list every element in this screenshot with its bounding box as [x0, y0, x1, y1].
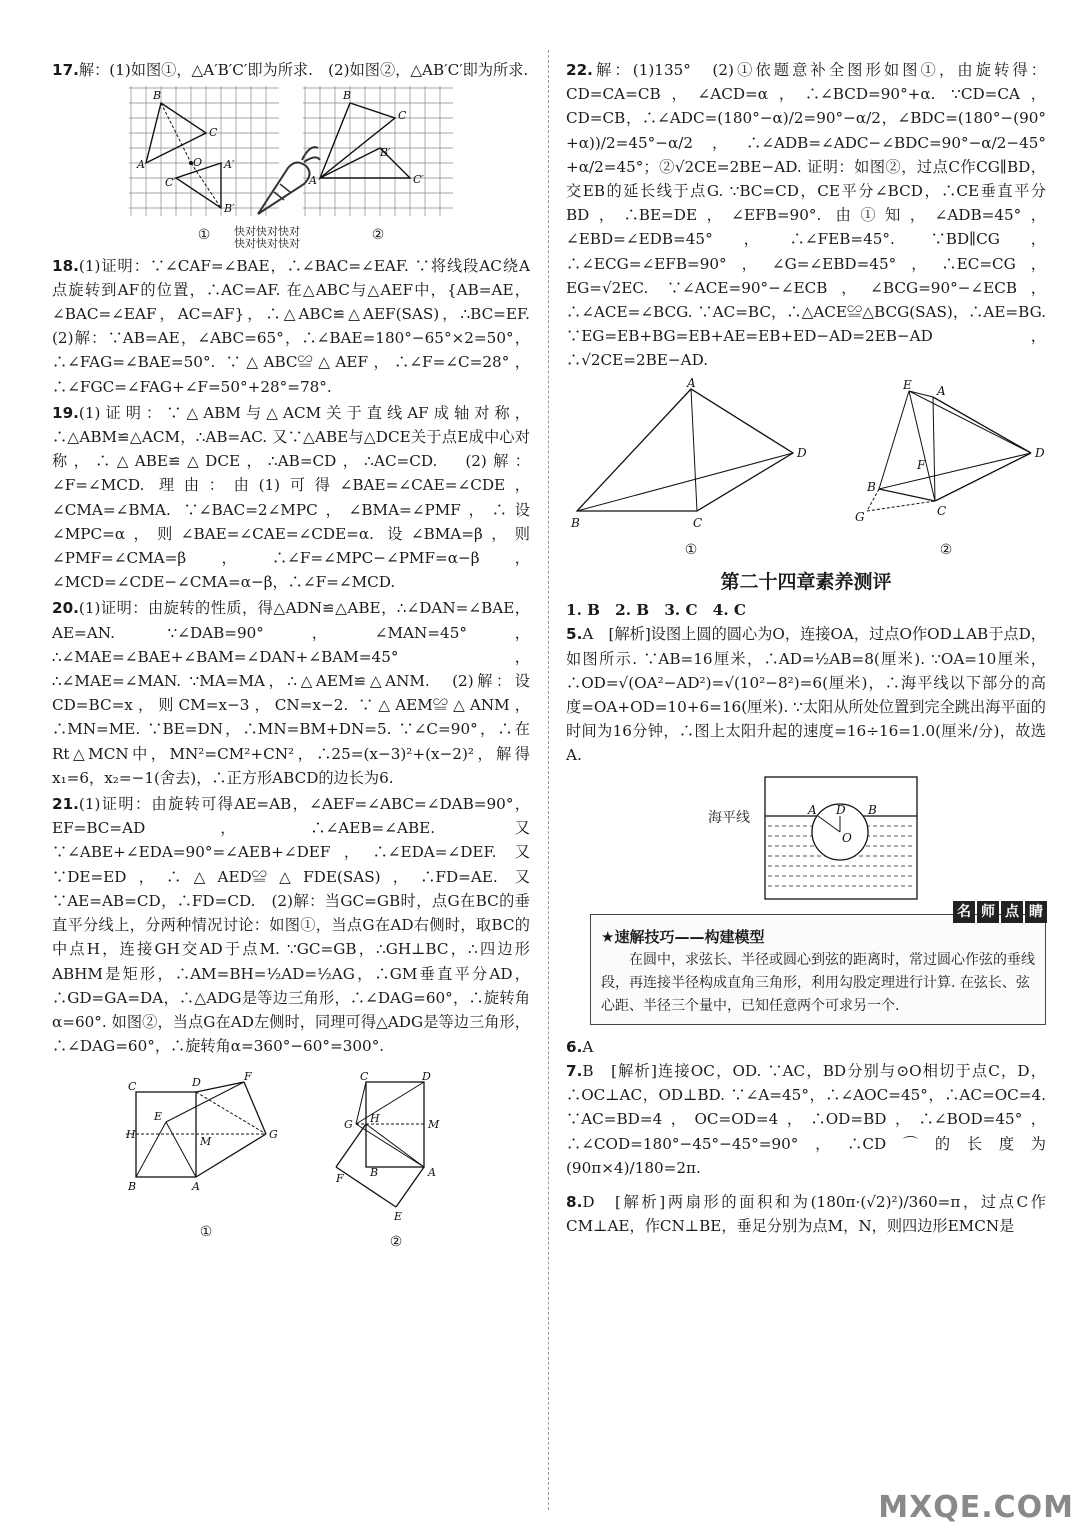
svg-text:A: A	[687, 375, 696, 390]
figure-caption: ②	[389, 1233, 403, 1250]
question-18	[52, 254, 546, 399]
svg-text:A: A	[937, 383, 946, 398]
badge-char: 点	[1001, 901, 1023, 923]
q22-figure-2	[851, 377, 1045, 562]
badge-char: 名	[953, 901, 975, 923]
question-22	[566, 58, 1046, 373]
question-number: 18.	[52, 256, 79, 275]
svg-text:C: C	[128, 1080, 137, 1094]
svg-text:E: E	[903, 377, 912, 392]
svg-text:C′: C′	[165, 176, 176, 190]
svg-text:A: A	[192, 1180, 200, 1194]
question-text: (1)证明：由旋转的性质，得△ADN≌△ABE，∴∠DAN=∠BAE，AE=AN. ∵∠DAB=90°，∠MAN=45°，∴∠MAE=∠BAE+∠BAM=∠DAN+∠BAM=45°，∴∠MAE=∠MAN. ∵MA=MA，∴△AEM≌△ANM. (2)解：设CD=BC=x，则CM=x−3，CN=x−2. ∵△AEM≌△ANM，∴MN=ME. ∵BE=DN，∴MN=BM+DN=5. ∵∠C=90°，∴在Rt△MCN中，MN²=CM²+CN²，∴25=(x−3)²+(x−2)²，解得x₁=6，x₂=−1(舍去)，∴正方形ABCD的边长为6.	[52, 599, 530, 787]
q17-figures	[52, 86, 530, 251]
svg-text:B′: B′	[380, 146, 391, 160]
sticker-text	[234, 226, 300, 250]
left-column	[52, 58, 546, 1256]
svg-text:O: O	[193, 156, 203, 170]
figure-caption: ②	[939, 541, 953, 558]
right-column	[566, 58, 1046, 1239]
question-19	[52, 401, 530, 595]
svg-text:B: B	[153, 89, 162, 103]
svg-text:C: C	[398, 109, 407, 123]
figure-caption: ①	[684, 541, 698, 558]
question-number: 6.	[566, 1037, 583, 1056]
tip-title: ★速解技巧——构建模型	[601, 927, 765, 946]
question-text: 解：(1)如图①，△A′B′C′即为所求. (2)如图②，△AB′C′即为所求.	[78, 61, 529, 79]
q22-figure-1	[571, 375, 811, 562]
sticker-line: 快对快对快对	[234, 225, 300, 239]
question-number: 21.	[52, 795, 79, 814]
column-divider	[548, 50, 549, 1510]
question-6	[566, 1035, 1046, 1059]
svg-text:M: M	[428, 1118, 440, 1132]
question-number: 8.	[566, 1193, 583, 1212]
question-number: 5.	[566, 625, 583, 644]
svg-text:A: A	[309, 174, 317, 188]
svg-text:H: H	[370, 1112, 380, 1126]
rotation-quadrilateral-figure-1	[571, 375, 811, 531]
svg-text:G: G	[855, 509, 865, 524]
svg-text:B: B	[868, 802, 877, 817]
sunrise-figure	[764, 776, 920, 902]
question-17	[52, 58, 530, 82]
figure-caption: ②	[371, 227, 385, 244]
svg-text:F: F	[336, 1172, 344, 1186]
question-text: D [解析]两扇形的面积和为(180π·(√2)²)/360=π，过点C作CM⊥AE，作CN⊥BE，垂足分别为点M，N，则四边形EMCN是	[566, 1193, 1046, 1236]
question-text: (1)证明：由旋转可得AE=AB，∠AEF=∠ABC=∠DAB=90°，EF=BC=AD，∴∠AEB=∠ABE. 又∵∠ABE+∠EDA=90°=∠AEB+∠DEF，∴∠EDA=∠DEF. 又∵DE=ED，∴△AED≌△FDE(SAS)，∴FD=AE. 又∵AE=AB=CD，∴FD=CD. (2)解：当GC=GB时，点G在BC的垂直平分线上，分两种情况讨论：如图①，当点G在AD右侧时，取BC的中点H，连接GH交AD于点M. ∵GC=GB，∴GH⊥BC，∴四边形ABHM是矩形，∴AM=BH=½AD=½AG，∴GM垂直平分AD，∴GD=GA=DA，∴△ADG是等边三角形，∴∠DAG=60°，∴旋转角α=60°. 如图②，当点G在AD左侧时，同理可得△ADG是等边三角形，∴∠DAG=60°，∴旋转角α=360°−60°=300°.	[52, 795, 530, 1056]
question-number: 22.	[566, 61, 593, 79]
sea-level-label: 海平线	[708, 809, 750, 826]
svg-text:B′: B′	[224, 202, 235, 216]
question-7	[566, 1059, 1046, 1180]
q21-figure-1	[126, 1072, 286, 1253]
q21-figure-2	[336, 1072, 456, 1253]
figure-caption: ①	[197, 227, 211, 244]
svg-text:E: E	[154, 1110, 163, 1124]
svg-text:D: D	[836, 802, 846, 817]
svg-text:E: E	[394, 1210, 403, 1224]
svg-text:B: B	[343, 89, 352, 103]
svg-text:D: D	[422, 1070, 431, 1084]
svg-text:B: B	[370, 1166, 379, 1180]
question-number: 19.	[52, 403, 79, 422]
q21-figures	[52, 1072, 530, 1253]
svg-text:C: C	[937, 503, 947, 518]
svg-text:A: A	[137, 158, 145, 172]
badge-char: 睛	[1025, 901, 1047, 923]
question-text: A	[582, 1037, 594, 1056]
svg-text:G: G	[344, 1118, 353, 1132]
question-text: A [解析]设图上圆的圆心为O，连接OA，过点O作OD⊥AB于点D，如图所示. ∵AB=16厘米，∴AD=½AB=8(厘米). ∵OA=10厘米，∴OD=√(OA²−AD²)=√(10²−8²)=6(厘米)，∴海平线以下部分的高度=OA+OD=10+6=16(厘米). ∵太阳从所处位置到完全跳出海平面的时间为16分钟，∴图上太阳升起的速度=16÷16=1.0(厘米/分)，故选A.	[566, 625, 1046, 765]
svg-text:C′: C′	[413, 173, 424, 187]
svg-text:G: G	[269, 1128, 278, 1142]
section-title: 第二十四章素养测评	[720, 571, 892, 594]
svg-text:B: B	[867, 479, 876, 494]
question-number: 17.	[52, 61, 79, 79]
svg-text:O: O	[842, 830, 852, 845]
figure-caption: ①	[199, 1223, 213, 1240]
rotation-quadrilateral-figure-2	[851, 377, 1045, 531]
svg-text:A: A	[428, 1166, 436, 1180]
svg-text:D: D	[192, 1076, 201, 1090]
square-rotation-figure-2	[336, 1072, 456, 1222]
badge-char: 师	[977, 901, 999, 923]
q5-figure	[566, 776, 1046, 906]
tip-badge	[953, 901, 1047, 923]
question-number: 20.	[52, 599, 79, 618]
tip-box	[590, 903, 1046, 1025]
svg-text:H: H	[126, 1128, 136, 1142]
carrot-sticker-icon	[244, 138, 324, 224]
svg-text:D: D	[1035, 445, 1045, 460]
question-text: B [解析]连接OC，OD. ∵AC，BD分别与⊙O相切于点C，D，∴OC⊥AC，OD⊥BD. ∵∠A=45°，∴∠AOC=45°，∴AC=OC=4. ∵AC=BD=4，OC=OD=4，∴OD=BD，∴∠BOD=45°，∴∠COD=180°−45°−45°=90°，∴CD⌒的长度为(90π×4)/180=2π.	[566, 1062, 1046, 1177]
svg-text:B: B	[571, 515, 580, 530]
question-8	[566, 1190, 1046, 1238]
question-text: 解：(1)135° (2)①依题意补全图形如图①，由旋转得：CD=CA=CB，∠ACD=α，∴∠BCD=90°+α. ∵CD=CA，CD=CB，∴∠ADC=(180°−α)/2=90°−α/2，∠BDC=(180°−(90°+α))/2=45°−α/2，∴∠ADB=∠ADC−∠BDC=90°−α/2−45°+α/2=45°；②√2CE=2BE−AD. 证明：如图②，过点C作CG∥BD，交EB的延长线于点G. ∵BC=CD，CE平分∠BCD，∴CE垂直平分BD，∴BE=DE，∠EFB=90°. 由①知，∠ADB=45°，∠EBD=∠EDB=45°，∴∠FEB=45°. ∵BD∥CG，∴∠ECG=∠EFB=90°，∠G=∠EBD=45°，∴EC=CG，EG=√2EC. ∵∠ACE=90°−∠ECB，∠BCG=90°−∠ECB，∴∠ACE=∠BCG. ∵AC=BC，∴△ACE≌△BCG(SAS)，∴AE=BG. ∵EG=EB+BG=EB+AE=EB+ED−AD=2EB−AD，∴√2CE=2BE−AD.	[566, 61, 1046, 370]
question-number: 7.	[566, 1062, 583, 1081]
svg-text:C: C	[693, 515, 703, 530]
question-5	[566, 622, 1046, 767]
q17-figure-2	[303, 86, 453, 247]
tip-body: 在圆中，求弦长、半径或圆心到弦的距离时，常过圆心作弦的垂线段，再连接半径构成直角三角形，利用勾股定理进行计算. 在弦长、弦心距、半径三个量中，已知任意两个可求另一个.	[601, 951, 1035, 1014]
svg-text:F: F	[917, 457, 926, 472]
svg-text:M: M	[200, 1135, 212, 1149]
svg-text:F: F	[244, 1070, 252, 1084]
svg-text:B: B	[128, 1180, 137, 1194]
svg-text:C: C	[360, 1070, 369, 1084]
question-text: (1)证明：∵∠CAF=∠BAE，∴∠BAC=∠EAF. ∵将线段AC绕A点旋转到AF的位置，∴AC=AF. 在△ABC与△AEF中，{AB=AE，∠BAC=∠EAF，AC=AF}，∴△ABC≌△AEF(SAS)，∴BC=EF. (2)解：∵AB=AE，∠ABC=65°，∴∠BAE=180°−65°×2=50°，∴∠FAG=∠BAE=50°. ∵△ABC≌△AEF，∴∠F=∠C=28°，∴∠FGC=∠FAG+∠F=50°+28°=78°.	[52, 256, 546, 396]
answers-1-4: 1. B 2. B 3. C 4. C	[566, 601, 746, 620]
svg-text:A′: A′	[224, 158, 235, 172]
question-text: (1)证明：∵△ABM与△ACM关于直线AF成轴对称，∴△ABM≌△ACM，∴AB=AC. 又∵△ABE与△DCE关于点E成中心对称，∴△ABE≌△DCE，∴AB=CD，∴AC=CD. (2)解：∠F=∠MCD. 理由：由(1)可得∠BAE=∠CAE=∠CDE，∠CMA=∠BMA. ∵∠BAC=2∠MPC，∠BMA=∠PMF，∴设∠MPC=α，则∠BAE=∠CAE=∠CDE=α. 设∠BMA=β，则∠PMF=∠CMA=β，∴∠F=∠MPC−∠PMF=α−β，∠MCD=∠CDE−∠CMA=α−β，∴∠F=∠MCD.	[52, 403, 530, 592]
q22-figures	[566, 375, 1046, 562]
svg-text:D: D	[797, 445, 807, 460]
grid-figure-2	[303, 86, 453, 216]
sticker-line: 快对快对快对	[234, 237, 300, 251]
question-21	[52, 792, 530, 1058]
corner-watermark: MXQE.COM	[878, 1489, 1074, 1525]
svg-text:A: A	[808, 802, 817, 817]
question-20	[52, 596, 530, 790]
svg-text:C: C	[209, 126, 218, 140]
square-rotation-figure-1	[126, 1072, 286, 1212]
